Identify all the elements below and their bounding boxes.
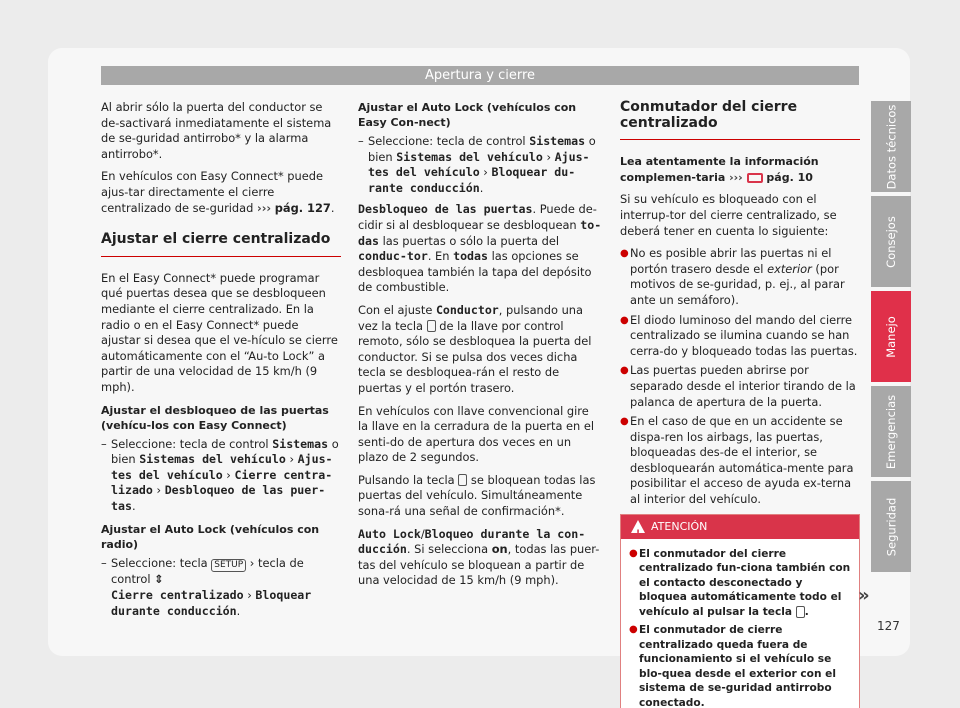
bullet-dot-icon: ● [620, 416, 629, 428]
subheading: Ajustar el desbloqueo de las puertas (vehícu-los con Easy Connect) [101, 403, 329, 432]
column-1 [101, 100, 341, 625]
bullet-list [620, 246, 860, 508]
bullet-item: ● En el caso de que en un accidente se dispa-ren los airbags, las puertas, bloqueadas des-de el interior, se desbloquearán automática-mente para posibilitar el acceso de ayuda ex-terna al interior del vehículo. [620, 414, 854, 507]
paragraph: Desbloqueo de las puertas. Puede de-cidir si al desbloquear se desbloquean to-das las puertas o sólo la puerta del conduc-tor. En todas las opciones se desbloquea también la tapa del depósito de combustible. [358, 202, 602, 295]
chapter-tabs [871, 101, 911, 576]
paragraph: En vehículos con Easy Connect* puede ajus-tar directamente el cierre centralizado de se-guridad ››› pág. 127. [101, 169, 335, 215]
paragraph: Pulsando la tecla se bloquean todas las puertas del vehículo. Simultáneamente sona-rá una señal de confirmación*. [358, 472, 596, 519]
bullet-item: ● No es posible abrir las puertas ni el portón trasero desde el exterior (por motivos de se-guridad, p. ej., al parar ante un semáforo). [620, 246, 845, 307]
column-3 [620, 100, 860, 708]
chapter-tab[interactable]: Consejos [871, 196, 911, 287]
subheading: Ajustar el Auto Lock (vehículos con radio) [101, 523, 320, 552]
paragraph: Con el ajuste Conductor, pulsando una vez la tecla de la llave por control remoto, sólo se desbloquea la puerta del conductor. Si se pulsa dos veces dicha tecla se desbloquea-rán el resto de puertas y el portón trasero. [358, 302, 592, 395]
paragraph: En vehículos con llave convencional gire la llave en la cerradura de la puerta en el senti-do de apertura dos veces en un plazo de 2 segundos. [358, 403, 595, 465]
instruction-step: – Seleccione: tecla SETUP › tecla de control ⇕ Cierre centralizado › Bloquear durante conducción. [101, 556, 312, 618]
subheading: Ajustar el Auto Lock (vehículos con Easy Con-nect) [358, 101, 577, 129]
lock-key-icon [458, 474, 467, 486]
chapter-tab[interactable]: Manejo [871, 291, 911, 382]
continued-icon: » [858, 585, 870, 606]
instruction-step: – Seleccione: tecla de control Sistemas o bien Sistemas del vehículo › Ajus-tes del vehículo › Bloquear du-rante conducción. [358, 134, 596, 195]
reference-arrows: ››› [729, 170, 743, 184]
reference-arrows: ››› [257, 200, 272, 215]
bullet-dot-icon: ● [620, 365, 629, 377]
section-heading: Ajustar el cierre centralizado [101, 224, 341, 257]
chapter-tab[interactable]: Emergencias [871, 386, 911, 477]
instruction-step: – Seleccione: tecla de control Sistemas o bien Sistemas del vehículo › Ajus-tes del vehículo › Cierre centra-lizado › Desbloqueo de las puer-tas. [101, 436, 339, 513]
warning-body [621, 539, 859, 708]
column-2 [358, 100, 602, 596]
lock-key-icon [796, 606, 805, 618]
bullet-dot-icon: ● [620, 248, 629, 260]
warning-header: ! ATENCIÓN [621, 515, 859, 539]
section-header: Apertura y cierre [101, 66, 859, 85]
bullet-item: ● Las puertas pueden abrirse por separado desde el interior tirando de la palanca de apertura de la puerta. [620, 363, 856, 409]
page-number: 127 [877, 619, 900, 633]
section-heading: Conmutador del cierre centralizado [620, 92, 860, 140]
bullet-dot-icon: ● [629, 624, 638, 636]
page-reference-link[interactable]: pág. 10 [766, 170, 813, 184]
figure-reference-icon [747, 173, 763, 183]
lead-paragraph: Lea atentamente la información complemen-taria ››› pág. 10 [620, 155, 819, 184]
paragraph: Al abrir sólo la puerta del conductor se de-sactivará inmediatamente el sistema de se-guridad antirrobo* y la alarma antirrobo*. [101, 100, 332, 161]
paragraph: En el Easy Connect* puede programar qué puertas desea que se desbloqueen mediante el cierre centralizado. En la radio o en el Easy Connect* puede ajustar si desea que el ve-hículo se cierre automáticamente con el “Au-to Lock” a partir de una velocidad de 15 km/h (9 mph). [101, 270, 338, 394]
paragraph: Si su vehículo es bloqueado con el interrup-tor del cierre centralizado, se deberá tener en cuenta lo siguiente: [620, 192, 837, 238]
paragraph: Auto Lock/Bloqueo durante la con-ducción. Si selecciona on, todas las puer-tas del vehículo se bloquean a partir de una velocidad de 15 km/h (9 mph). [358, 526, 600, 588]
updown-arrow-icon: ⇕ [154, 572, 164, 587]
chapter-tab[interactable]: Seguridad [871, 481, 911, 572]
warning-triangle-icon [631, 520, 645, 533]
setup-key-icon: SETUP [211, 559, 246, 572]
page-reference-link[interactable]: pág. 127 [274, 200, 331, 215]
warning-item: ● El conmutador del cierre centralizado fun-ciona también con el contacto desconectado y bloquea automáticamente todo el vehículo al pulsar la tecla . [629, 547, 851, 618]
bullet-item: ● El diodo luminoso del mando del cierre centralizado se ilumina cuando se han cerra-do y bloqueado todas las puertas. [620, 312, 858, 358]
unlock-key-icon [427, 320, 436, 332]
bullet-dot-icon: ● [620, 314, 629, 326]
warning-item: ● El conmutador de cierre centralizado queda fuera de funcionamiento si el vehículo se blo-quea desde el exterior con el sistema de se-guridad antirrobo conectado. [629, 623, 851, 708]
chapter-tab[interactable]: Datos técnicos [871, 101, 911, 192]
bullet-dot-icon: ● [629, 547, 638, 559]
warning-box [620, 514, 860, 708]
